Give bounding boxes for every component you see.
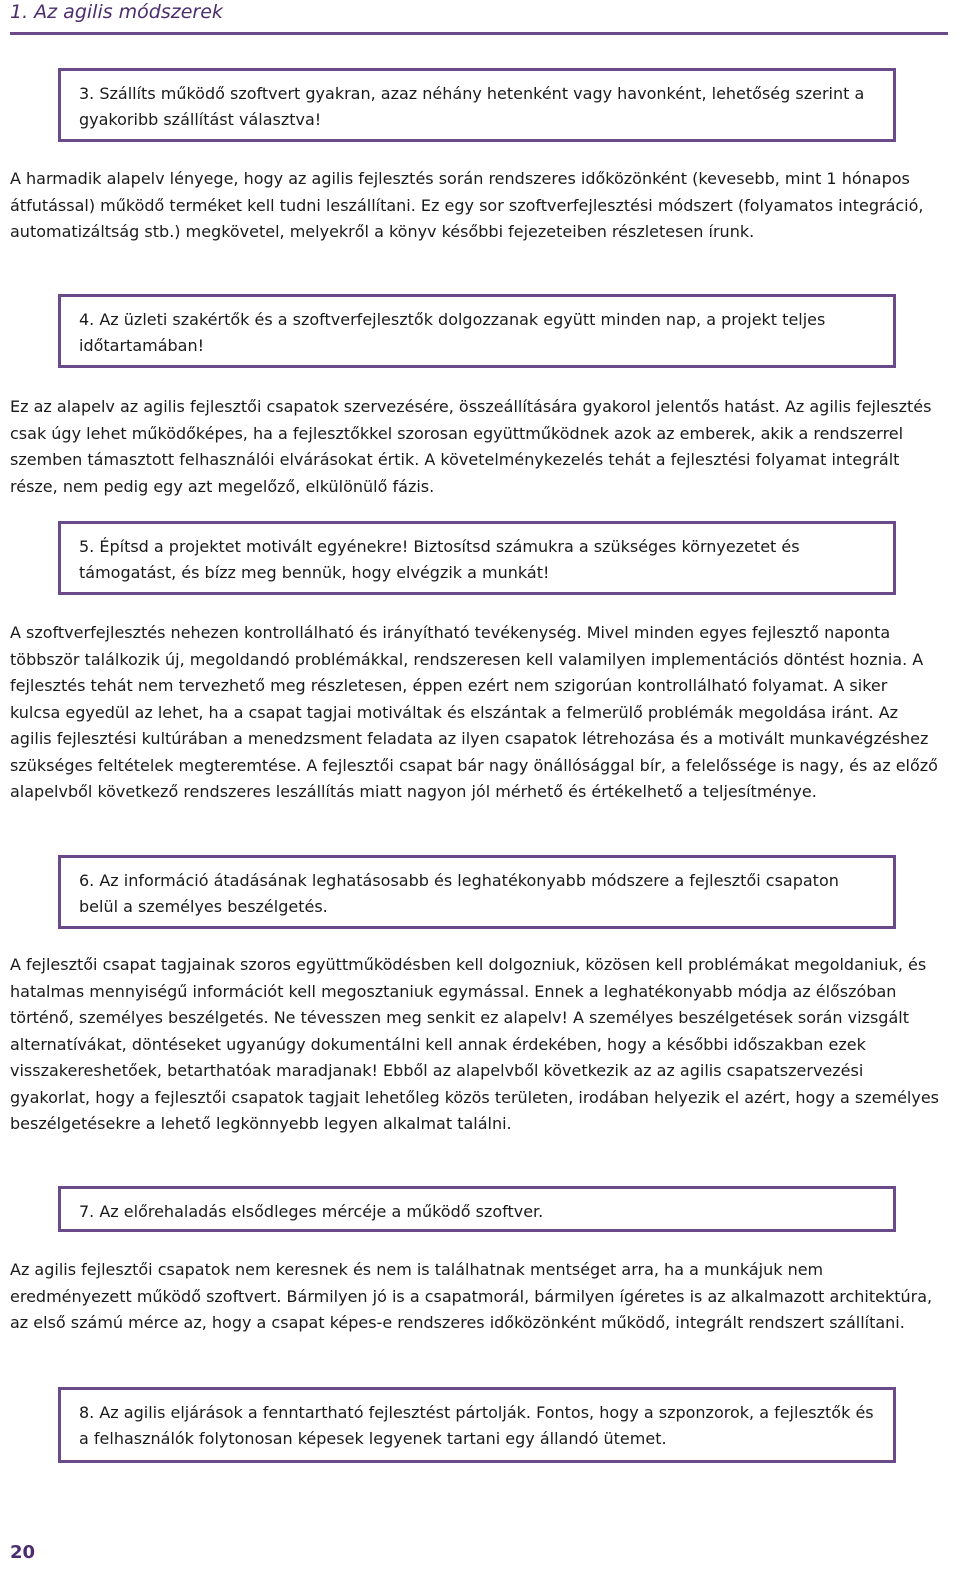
paragraph-3: A szoftverfejlesztés nehezen kontrollálható és irányítható tevékenység. Mivel minden egyes fejlesztő naponta többször találkozik új, megoldandó problémákkal, rendszeresen kell valamilyen implementációs döntést hoznia. A fejlesztés tehát nem tervezhető meg részletesen, éppen ezért nem szigorúan kontrollálható folyamat. A siker kulcsa egyedül az lehet, ha a csapat tagjai motiváltak és elszántak a felmerülő problémák megoldása iránt. Az agilis fejlesztési kultúrában a menedzsment feladata az ilyen csapatok létrehozása és a motivált munkavégzéshez szükséges feltételek megteremtése. A fejlesztői csapat bár nagy önállósággal bír, a felelőssége is nagy, és az előző alapelvből következő rendszeres leszállítás miatt nagyon jól mérhető és értékelhető a teljesítménye. xyxy=(10,623,938,801)
principle-text: 7. Az előrehaladás elsődleges mércéje a működő szoftver. xyxy=(79,1202,544,1221)
principle-box-7 xyxy=(58,1186,896,1232)
paragraph-5: Az agilis fejlesztői csapatok nem keresnek és nem is találhatnak mentséget arra, ha a munkájuk nem eredményezett működő szoftvert. Bármilyen jó is a csapatmorál, bármilyen ígéretes is az alkalmazott architektúra, az első számú mérce az, hogy a csapat képes-e rendszeres időközönként működő, integrált rendszert szállítani. xyxy=(10,1260,933,1332)
paragraph-1: A harmadik alapelv lényege, hogy az agilis fejlesztés során rendszeres időközönként (kevesebb, mint 1 hónapos átfutással) működő terméket kell tudni leszállítani. Ez egy sor szoftverfejlesztési módszert (folyamatos integráció, automatizáltság stb.) megkövetel, melyekről a könyv későbbi fejezeteiben részletesen írunk. xyxy=(10,169,924,241)
principle-text: 4. Az üzleti szakértők és a szoftverfejlesztők dolgozzanak együtt minden nap, a projekt teljes időtartamában! xyxy=(79,310,826,355)
principle-text: 3. Szállíts működő szoftvert gyakran, azaz néhány hetenként vagy havonként, lehetőség szerint a gyakoribb szállítást választva! xyxy=(79,84,865,129)
principle-box-3 xyxy=(58,68,896,142)
paragraph-2: Ez az alapelv az agilis fejlesztői csapatok szervezésére, összeállítására gyakorol jelentős hatást. Az agilis fejlesztés csak úgy lehet működőképes, ha a fejlesztőkkel szorosan együttműködnek azok az emberek, akik a rendszerrel szemben támasztott felhasználói elvárásokat értik. A követelménykezelés tehát a fejlesztési folyamat integrált része, nem pedig egy azt megelőző, elkülönülő fázis. xyxy=(10,397,932,496)
chapter-header xyxy=(10,0,948,35)
principle-text: 5. Építsd a projektet motivált egyénekre! Biztosítsd számukra a szükséges környezetet és támogatást, és bízz meg bennük, hogy elvégzik a munkát! xyxy=(79,537,800,582)
principle-box-4 xyxy=(58,294,896,368)
principle-box-5 xyxy=(58,521,896,595)
principle-text: 8. Az agilis eljárások a fenntartható fejlesztést pártolják. Fontos, hogy a szponzorok, a fejlesztők és a felhasználók folytonosan képesek legyenek tartani egy állandó ütemet. xyxy=(79,1403,874,1448)
paragraph-4: A fejlesztői csapat tagjainak szoros együttműködésben kell dolgozniuk, közösen kell problémákat megoldaniuk, és hatalmas mennyiségű információt kell megosztaniuk egymással. Ennek a leghatékonyabb módja az élőszóban történő, személyes beszélgetés. Ne tévesszen meg senkit ez alapelv! A személyes beszélgetések során vizsgált alternatívákat, döntéseket ugyanúgy dokumentálni kell annak érdekében, hogy a későbbi időszakban ezek visszakereshetőek, betarthatóak maradjanak! Ebből az alapelvből következik az az agilis csapatszervezési gyakorlat, hogy a fejlesztői csapatok tagjait lehetőleg közös területen, irodában helyezik el azért, hogy a személyes beszélgetésekre a lehető legkönnyebb legyen alkalmat találni. xyxy=(10,955,939,1133)
principle-box-8 xyxy=(58,1387,896,1463)
principle-box-6 xyxy=(58,855,896,929)
page-number: 20 xyxy=(10,1542,36,1563)
principle-text: 6. Az információ átadásának leghatásosabb és leghatékonyabb módszere a fejlesztői csapaton belül a személyes beszélgetés. xyxy=(79,871,839,916)
chapter-title: 1. Az agilis módszerek xyxy=(10,1,223,23)
